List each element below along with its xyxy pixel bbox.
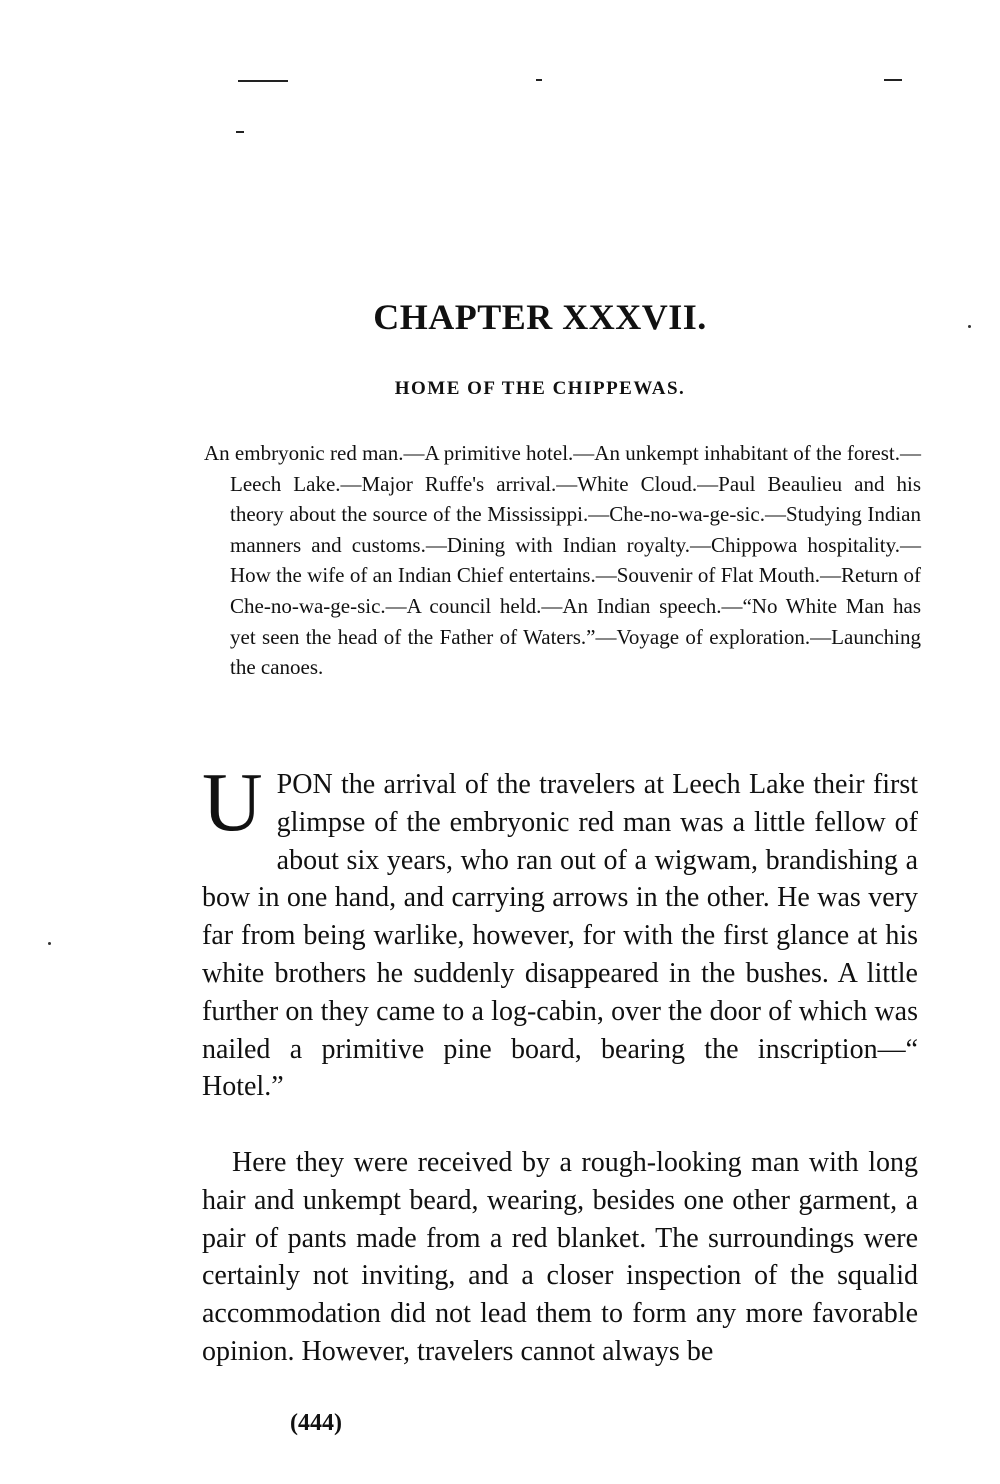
print-speck [236, 131, 244, 133]
drop-cap: U [202, 756, 263, 849]
page-number: (444) [290, 1410, 342, 1436]
chapter-synopsis: An embryonic red man.—A primitive hotel.—An unkempt inhabitant of the forest.—Leech Lake.—Major Ruffe's arrival.—White Cloud.—Paul Beaulieu and his theory about the source of the Mississippi.—Che-no-wa-ge-sic.—Studying Indian manners and customs.—Dining with Indian royalty.—Chippowa hospitality.—How the wife of an Indian Chief entertains.—Souvenir of Flat Mouth.—Return of Che-no-wa-ge-sic.—A council held.—An Indian speech.—“No White Man has yet seen the head of the Father of Waters.”—Voyage of exploration.—Launching the canoes. [204, 441, 921, 680]
print-dot [48, 942, 51, 945]
paragraph-1-text: PON the arrival of the travelers at Leech Lake their first glimpse of the embryonic red man was a little fellow of about six years, who ran out of a wigwam, brandishing a bow in one hand, and carrying arrows in the other. He was very far from being warlike, however, for with the first glance at his white brothers he suddenly disappeared in the bushes. A little further on they came to a log-cabin, over the door of which was nailed a primitive pine board, bearing the inscription—“ Hotel.” [202, 769, 918, 1103]
body-paragraph-1 [202, 756, 918, 1106]
chapter-subtitle: HOME OF THE CHIPPEWAS. [394, 378, 686, 399]
print-speck [884, 79, 902, 81]
chapter-title: CHAPTER XXXVII. [373, 297, 707, 337]
body-paragraph-2: Here they were received by a rough-looking man with long hair and unkempt beard, wearing, besides one other garment, a pair of pants made from a red blanket. The surroundings were certainly not inviting, and a closer inspection of the squalid accommodation did not lead them to form any more favorable opinion. However, travelers cannot always be [202, 1147, 918, 1367]
print-dot [968, 325, 971, 328]
print-speck [536, 79, 542, 81]
print-speck [238, 80, 288, 82]
